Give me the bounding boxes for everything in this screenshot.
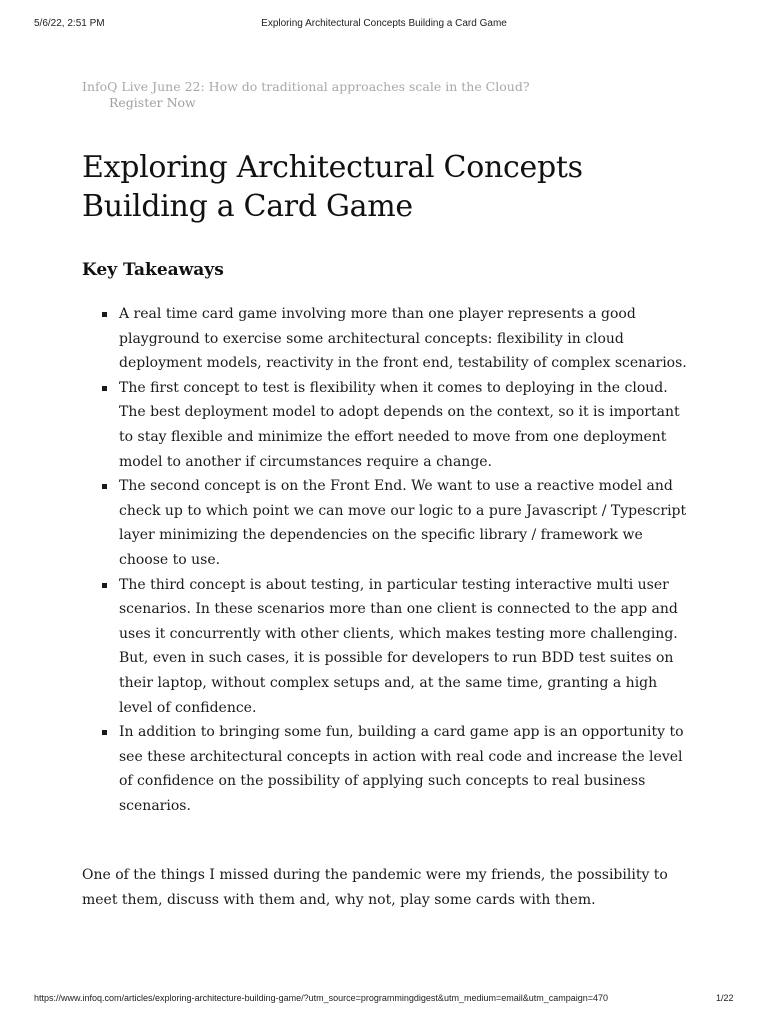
takeaway-text: The first concept to test is flexibility when it comes to deploying in the cloud. The best deployment model to adopt depends on the context, so it is important to stay flexible and minimize the effort needed to move from one deployment model to another if circumstances require a change. [119, 379, 680, 470]
article-title: Exploring Architectural Concepts Building a Card Game [82, 150, 583, 224]
bullet-icon [102, 730, 107, 735]
bullet-icon [102, 583, 107, 588]
list-item [82, 474, 690, 572]
list-item [82, 302, 690, 376]
promo-banner [82, 79, 530, 111]
page-number: 1/22 [716, 993, 734, 1003]
print-page-title: Exploring Architectural Concepts Building a Card Game [261, 18, 507, 29]
bullet-icon [102, 386, 107, 391]
register-now-link[interactable]: Register Now [109, 95, 196, 110]
intro-paragraph: One of the things I missed during the pandemic were my friends, the possibility to meet them, discuss with them and, why not, play some cards with them. [82, 867, 668, 908]
bullet-icon [102, 312, 107, 317]
key-takeaways-list [82, 302, 690, 818]
print-header [0, 18, 768, 32]
print-footer [0, 993, 768, 1007]
key-takeaways-heading: Key Takeaways [82, 260, 224, 280]
promo-text: InfoQ Live June 22: How do traditional approaches scale in the Cloud? [82, 79, 530, 94]
list-item [82, 573, 690, 721]
takeaway-text: The second concept is on the Front End. We want to use a reactive model and check up to which point we can move our logic to a pure Javascript / Typescript layer minimizing the dependencies on the specific library / framework we choose to use. [119, 478, 687, 568]
bullet-icon [102, 484, 107, 489]
takeaway-text: In addition to bringing some fun, building a card game app is an opportunity to see these architectural concepts in action with real code and increase the level of confidence on the possibility of applying such concepts to real business scenarios. [119, 724, 684, 814]
list-item [82, 720, 690, 818]
print-datetime: 5/6/22, 2:51 PM [34, 18, 105, 29]
list-item [82, 376, 690, 474]
takeaway-text: A real time card game involving more than one player represents a good playground to exercise some architectural concepts: flexibility in cloud deployment models, reactivity in the front end, testability of complex scenarios. [119, 306, 687, 372]
print-url: https://www.infoq.com/articles/exploring-architecture-building-game/?utm_source=programmingdigest&utm_medium=email&utm_campaign=470 [34, 993, 609, 1003]
takeaway-text: The third concept is about testing, in particular testing interactive multi user scenarios. In these scenarios more than one client is connected to the app and uses it concurrently with other clients, which makes testing more challenging. But, even in such cases, it is possible for developers to run BDD test suites on their laptop, without complex setups and, at the same time, granting a high level of confidence. [119, 576, 678, 716]
